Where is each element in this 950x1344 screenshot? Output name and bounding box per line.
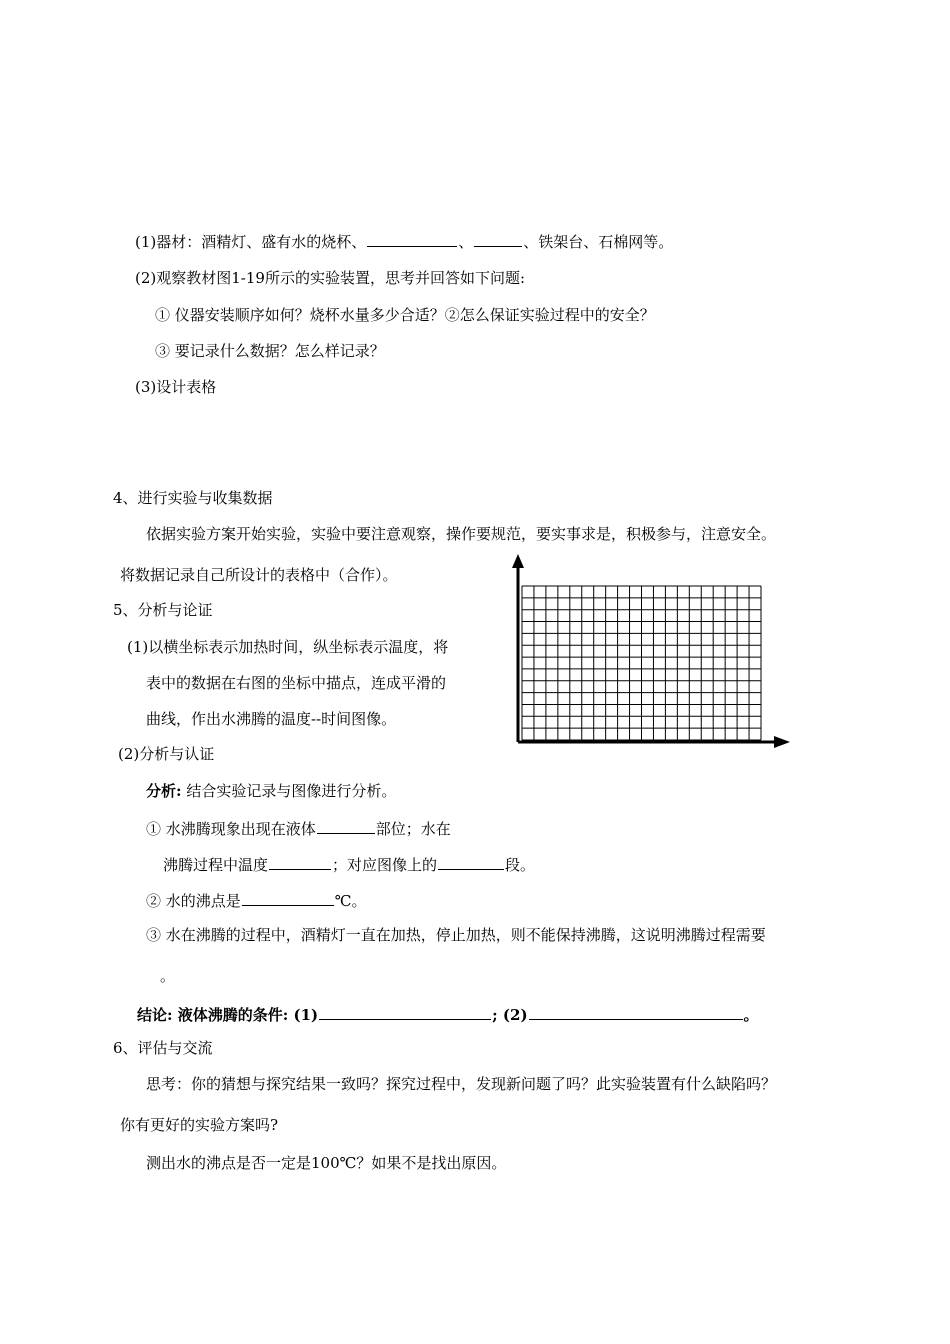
equipment-text-1: (1)器材：酒精灯、盛有水的烧杯、 — [135, 233, 367, 251]
section6-heading: 6、评估与交流 — [113, 1039, 213, 1057]
x-axis-arrow-icon — [774, 736, 790, 748]
answer2-pre: ② 水的沸点是 — [146, 892, 241, 910]
answer1b-blank-2[interactable] — [438, 853, 504, 870]
conclusion-blank-2[interactable] — [529, 1003, 743, 1020]
grid-svg — [508, 552, 798, 752]
answer1b-pre: 沸腾过程中温度 — [163, 856, 269, 874]
equipment-line — [135, 230, 673, 252]
conclusion-end: 。 — [743, 1006, 759, 1024]
answer1-pre: ① 水沸腾现象出现在液体 — [146, 820, 316, 838]
section4-heading: 4、进行实验与收集数据 — [113, 489, 273, 507]
equipment-text-2: 、 — [458, 233, 474, 251]
section6-paragraph-1: 思考：你的猜想与探究结果一致吗？探究过程中，发现新问题了吗？此实验装置有什么缺陷吗？ — [146, 1075, 777, 1093]
coordinate-grid — [508, 552, 798, 752]
section5-item1-line-b: 表中的数据在右图的坐标中描点，连成平滑的 — [146, 674, 447, 692]
answer-line-2 — [146, 889, 367, 911]
question-line-1: ① 仪器安装顺序如何？烧杯水量多少合适？②怎么保证实验过程中的安全？ — [155, 306, 655, 324]
conclusion-line — [137, 1003, 759, 1025]
observe-line: (2)观察教材图1-19所示的实验装置，思考并回答如下问题: — [135, 269, 526, 287]
section4-paragraph-1: 依据实验方案开始实验，实验中要注意观察，操作要规范，要实事求是，积极参与，注意安全。 — [146, 525, 777, 543]
answer-line-1 — [146, 817, 451, 839]
section4-paragraph-2: 将数据记录自己所设计的表格中（合作）。 — [120, 566, 398, 584]
conclusion-sep: ; (2) — [492, 1006, 528, 1024]
analysis-text: 结合实验记录与图像进行分析。 — [186, 782, 397, 800]
question-line-2: ③ 要记录什么数据？怎么样记录？ — [155, 342, 385, 360]
section5-item1-line-a: (1)以横坐标表示加热时间，纵坐标表示温度，将 — [127, 638, 449, 656]
answer1b-mid: ；对应图像上的 — [332, 856, 438, 874]
equipment-blank-2[interactable] — [474, 230, 522, 247]
answer1b-blank-1[interactable] — [269, 853, 331, 870]
y-axis-arrow-icon — [512, 554, 524, 568]
answer-line-1b — [163, 853, 535, 875]
section6-paragraph-2: 你有更好的实验方案吗? — [120, 1116, 279, 1134]
conclusion-label: 结论: 液体沸腾的条件: (1) — [137, 1006, 319, 1024]
analysis-label: 分析: — [146, 782, 182, 800]
section5-item2: (2)分析与认证 — [118, 745, 215, 763]
equipment-text-3: 、铁架台、石棉网等。 — [523, 233, 674, 251]
answer-line-3-end: 。 — [160, 967, 176, 985]
answer-line-3: ③ 水在沸腾的过程中，酒精灯一直在加热，停止加热，则不能保持沸腾，这说明沸腾过程需要 — [146, 926, 766, 944]
section6-paragraph-3: 测出水的沸点是否一定是100℃？如果不是找出原因。 — [146, 1154, 507, 1172]
answer1-blank[interactable] — [317, 817, 375, 834]
section5-item1-line-c: 曲线，作出水沸腾的温度--时间图像。 — [146, 710, 397, 728]
answer2-post: ℃。 — [334, 892, 367, 910]
equipment-blank-1[interactable] — [367, 230, 457, 247]
answer1b-post: 段。 — [505, 856, 536, 874]
analysis-line — [146, 781, 396, 801]
design-table-label: (3)设计表格 — [135, 378, 217, 396]
answer2-blank[interactable] — [242, 889, 334, 906]
conclusion-blank-1[interactable] — [319, 1003, 491, 1020]
answer1-mid: 部位；水在 — [375, 820, 451, 838]
section5-heading: 5、分析与论证 — [113, 601, 213, 619]
